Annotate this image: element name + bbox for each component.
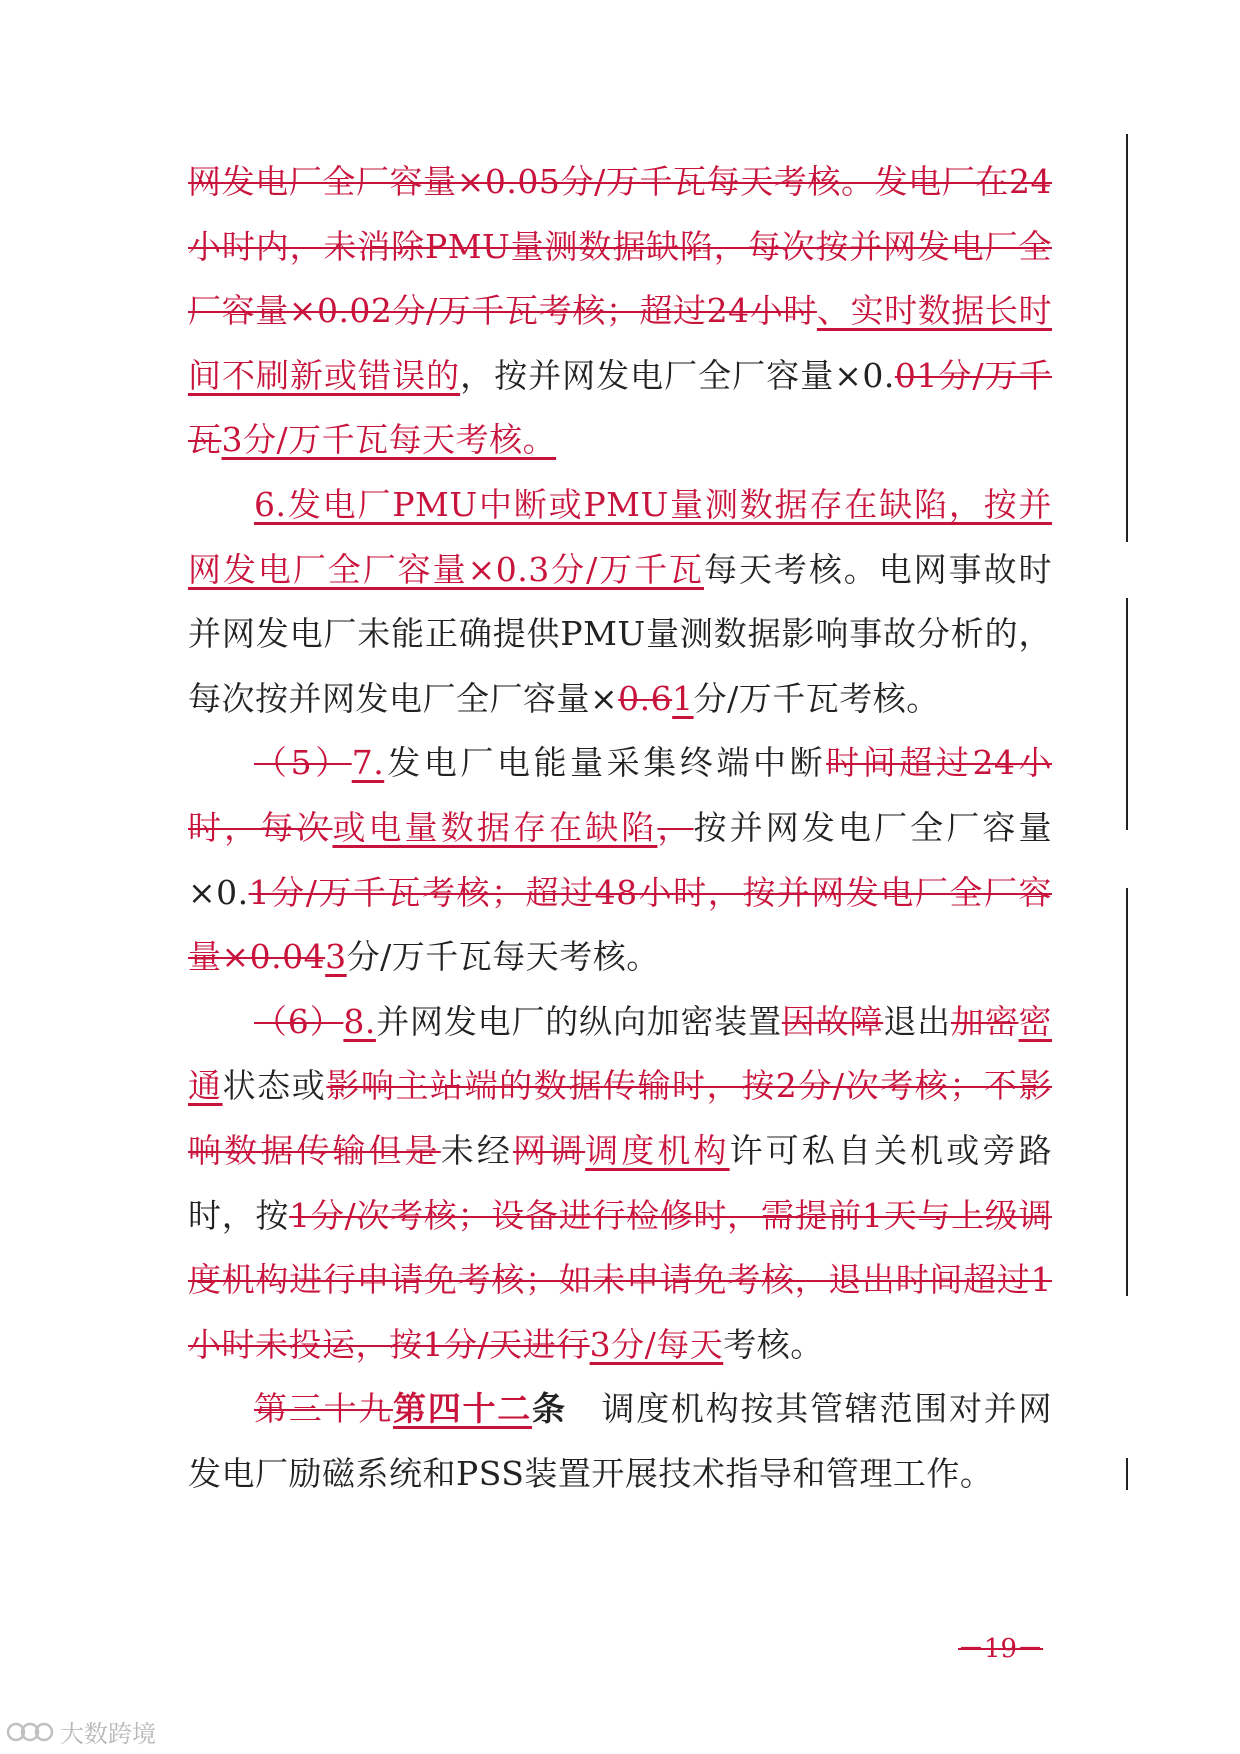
inserted-text: 密通	[188, 1001, 1053, 1106]
text: 每天考核。电网事故时并网发电厂未能正确提供PMU量测数据影响事故分析的，每次按并网发电厂全厂容量×	[188, 549, 1053, 718]
body-text	[188, 150, 1052, 1506]
watermark-text: 大数跨境	[60, 1720, 156, 1748]
page-number: －19－	[958, 1634, 1044, 1664]
paragraph-article-42	[188, 1377, 1052, 1506]
inserted-text: 6.发电厂PMU中断或PMU量测数据存在缺陷，按并网发电厂全厂容量×0.3分/万千瓦	[188, 484, 1052, 589]
inserted-text: 调度机构	[585, 1130, 730, 1170]
paragraph-item-6	[188, 473, 1052, 731]
inserted-text: 3分/每天	[589, 1324, 724, 1364]
deleted-text: ，	[657, 807, 694, 847]
inserted-text: 1	[672, 678, 694, 718]
deleted-text: 时间超过24小时，每次	[188, 743, 1053, 847]
revision-bar-1	[1126, 134, 1128, 542]
text: ，按并网发电厂全厂容量×0.	[460, 355, 895, 395]
inserted-text: 7.	[351, 743, 385, 783]
text: 状态或	[222, 1066, 327, 1106]
deleted-text: 01分/万千瓦	[188, 355, 1053, 460]
deleted-text: 因故障	[781, 1001, 884, 1041]
deleted-text: 0.6	[618, 678, 673, 718]
text: 条	[532, 1389, 567, 1429]
deleted-text: 第三十九	[254, 1389, 393, 1429]
text: 并网发电厂的纵向加密装置	[375, 1001, 782, 1041]
text: 未经	[440, 1130, 513, 1170]
inserted-text: 3分/万千瓦每天考核。	[221, 420, 557, 460]
deleted-text: 1分/万千瓦考核；超过48小时，按并网发电厂全厂容量×0.04	[188, 872, 1052, 977]
deleted-text: 网调	[512, 1130, 586, 1170]
deleted-text: 1分/次考核；设备进行检修时，需提前1天与上级调度机构进行申请免考核；如未申请免考核，退出时间超过1小时未投运，按1分/天进行	[188, 1195, 1053, 1364]
text: 考核。	[723, 1324, 824, 1364]
text: 调度机构按其管辖范围对并网发电厂励磁系统和PSS装置开展技术指导和管理工作。	[188, 1389, 1052, 1493]
watermark-logo-icon	[6, 1718, 54, 1746]
inserted-text: 第四十二	[393, 1389, 532, 1429]
paragraph-continued-paragraph	[188, 150, 1052, 473]
inserted-text: 8.	[343, 1001, 376, 1041]
paragraph-item-8	[188, 990, 1052, 1378]
revision-bar-3	[1126, 888, 1128, 1296]
revision-bar-4	[1126, 1458, 1128, 1490]
text: 发电厂电能量采集终端中断	[384, 743, 827, 783]
inserted-text: 、实时数据长时间不刷新或错误的	[188, 291, 1052, 395]
text: 按并网发电厂全厂容量×0.	[188, 807, 1053, 912]
revision-bar-2	[1126, 598, 1128, 830]
watermark	[6, 1714, 156, 1749]
inserted-text: 3	[325, 937, 347, 977]
text: 许可私自关机或旁路时，按	[188, 1130, 1053, 1235]
deleted-text: （6）	[254, 1001, 344, 1041]
paragraph-item-7	[188, 731, 1052, 989]
text: 分/万千瓦考核。	[693, 678, 940, 718]
deleted-text: （5）	[254, 743, 352, 783]
deleted-text: 影响主站端的数据传输时，按2分/次考核；不影响数据传输但是	[188, 1066, 1053, 1170]
text: 退出	[883, 1001, 951, 1041]
text: 分/万千瓦每天考核。	[346, 937, 660, 977]
deleted-text: 加密	[950, 1001, 1019, 1041]
inserted-text: 或电量数据存在缺陷	[332, 807, 658, 847]
deleted-text: 网发电厂全厂容量×0.05分/万千瓦每天考核。发电厂在24小时内，未消除PMU量测数据缺陷，每次按并网发电厂全厂容量×0.02分/万千瓦考核；超过24小时	[188, 162, 1052, 331]
